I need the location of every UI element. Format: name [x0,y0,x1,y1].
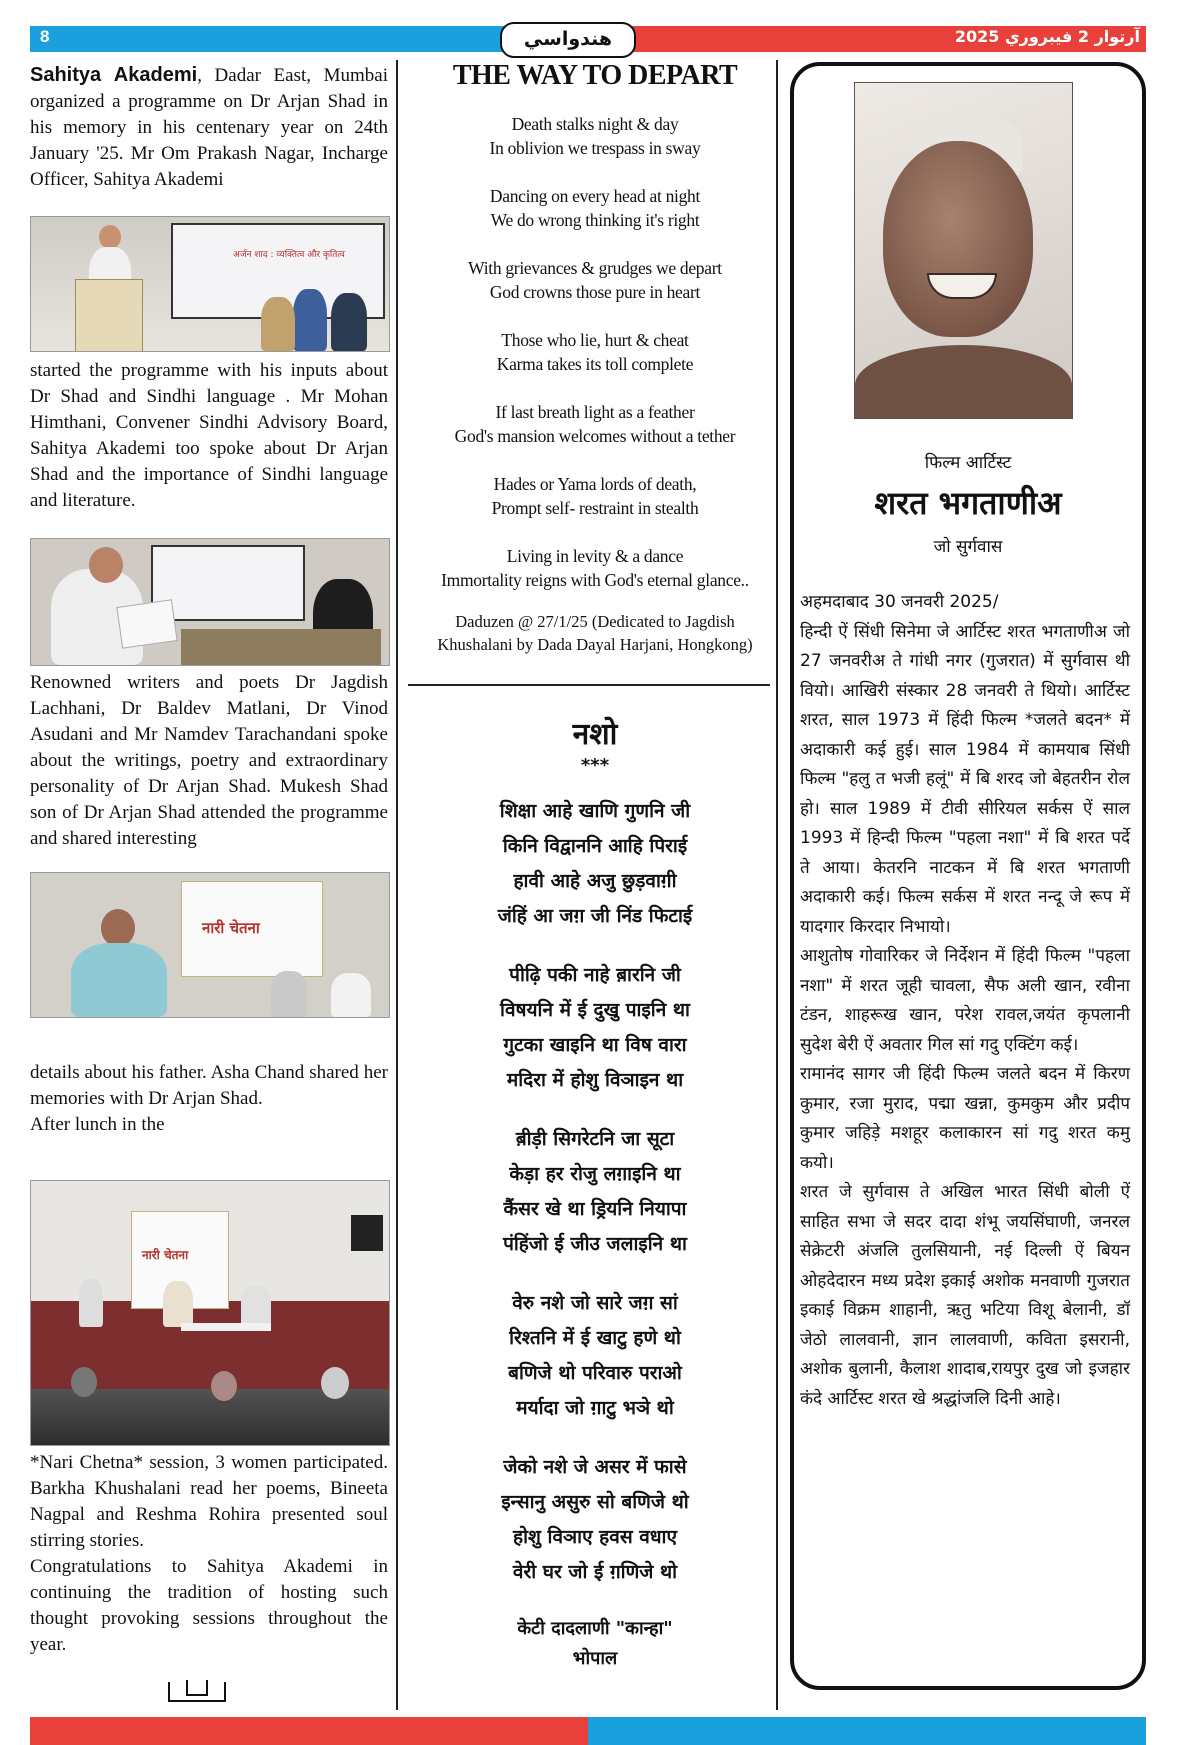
poem-stanza: With grievances & grudges we depart God crowns those pure in heart [468,258,722,302]
obituary-body [800,588,1130,1414]
left-article-cont-3 [30,1060,388,1138]
article-end-ornament [168,1682,226,1702]
hindi-poem [408,712,782,1674]
obituary-dateline: अहमदाबाद 30 जनवरी 2025/ [800,592,999,612]
obituary-para-2: आशुतोष गोवारिकर जे निर्देशन में हिंदी फिल्म "पहला नशा" में शरत जूही चावला, सैफ अली खान, रवीना टंडन, शाहरूख खान, परेश रावल,जयंत कृपलानी सुदेश बेरी ऐं अवतार गिल सां गदु एक्टिंग कई। [800,946,1130,1055]
poem-stanza: Dancing on every head at night We do wrong thinking it's right [489,186,701,230]
poem-stanza: Living in levity & a dance Immortality reigns with God's eternal glance.. [441,546,749,590]
poem-dedication: Daduzen @ 27/1/25 (Dedicated to Jagdish Khushalani by Dada Dayal Harjani, Hongkong) [437,612,753,654]
left-article-para-6: Congratulations to Sahitya Akademi in continuing the tradition of hosting such thought provoking sessions throughout the year. [30,1556,388,1655]
event-photo-2 [30,538,390,666]
org-name: Sahitya Akademi [30,64,198,86]
obituary-name: शरत भगताणीअ [874,484,1062,522]
left-article-para-1: Sahitya Akademi, Dadar East, Mumbai organized a programme on Dr Arjan Shad in his memory in his centenary year on 24th January '25. Mr Om Prakash Nagar, Incharge Officer, Sahitya Akademi [30,64,389,190]
event-photo-3 [30,872,390,1018]
english-poem [408,60,782,656]
obituary-portrait-photo [854,82,1073,419]
hindi-poem-stars: *** [580,755,610,776]
obituary-para-4: शरत जे सुर्गवास ते अखिल भारत सिंधी बोली ऐं साहित सभा जे सदर दादा शंभू जयसिंघाणी, जनरल सेक्रेटरी अंजलि तुलसियानी, नई दिल्ली ऐं बियन ओहदेदारन मध्य प्रदेश इकाई अशोक मनवाणी गुजरात इकाई विक्रम शाहानी, ऋतु भटिया विशू बेलानी, डॉ जेठो लालवानी, ज्ञान लालवाणी, कविता इसरानी, अशोक बुलानी, कैलाश शादाब,रायपुर दुख जो इजहार कंदे आर्टिस्ट शरत खे श्रद्धांजलि दिनी आहे। [800,1182,1130,1409]
poem-stanza: Hades or Yama lords of death, Prompt self- restraint in stealth [491,474,699,518]
footer-band-red [30,1717,588,1745]
poem-stanza: Death stalks night & day In oblivion we trespass in sway [489,114,701,158]
hindi-poem-stanza: शिक्षा आहे खाणि गुणनि जी किनि विद्वाननि आहि पिराई हावी आहे अजु छुड़वाग़ी जंहिं आ जग़ जी निंड फिटाई [497,800,693,927]
page-number: 8 [40,27,50,46]
left-article-cont-1 [30,358,388,514]
masthead-logo: هندواسي [500,22,636,58]
footer-band-blue [588,1717,1146,1745]
obituary-para-1: हिन्दी ऐं सिंधी सिनेमा जे आर्टिस्ट शरत भगताणीअ जो 27 जनवरीअ ते गांधी नगर (गुजरात) में सुर्गवास थी वियो। आखिरी संस्कार 28 जनवरी ते थियो। आर्टिस्ट शरत, साल 1973 में हिंदी फिल्म *जलते बदन* में अदाकारी कई हुई। साल 1984 में कामयाब सिंधी फिल्म "हलु त भजी हलूं" में बि शरद जो बेहतरीन रोल हो। साल 1989 में टीवी सीरियल सर्कस ऐं साल 1993 में हिन्दी फिल्म "पहला नशा" में बि शरत पर्दे ते आया। केतरनि नाटकन में बि शरत भगताणी अदाकारी कई। फिल्म सर्कस में शरत नन्दू जे रूप में यादगार किरदार निभायो। [800,621,1130,937]
event-banner-text: अर्जन शाद : व्यक्तित्व और कृतित्व [233,250,345,260]
left-article-para-2: started the programme with his inputs about Dr Shad and Sindhi language . Mr Mohan Himthani, Convener Sindhi Advisory Board, Sahitya Akademi too spoke about Dr Arjan Shad and the importance of Sindhi language and literature. [30,360,388,511]
issue-dateline: آرتوار 2 فيبروري 2025 [954,27,1140,46]
hindi-poem-title: नशो [572,717,618,752]
left-article-cont-4 [30,1450,388,1658]
poem-stanza: Those who lie, hurt & cheat Karma takes its toll complete [496,330,694,374]
left-article-para-4b: After lunch in the [30,1114,165,1135]
column-divider-right [776,60,778,1710]
nari-chetna-banner-text: नारी चेतना [202,919,260,937]
middle-column-divider [408,684,770,686]
left-article-para-5: *Nari Chetna* session, 3 women participated. Barkha Khushalani read her poems, Bineeta Nagpal and Reshma Rohira presented soul stirring stories. [30,1452,388,1551]
obituary-para-3: रामानंद सागर जी हिंदी फिल्म जलते बदन में किरण कुमार, रजा मुराद, पद्मा खन्ना, कुमकुम और प्रदीप कुमार जहिड़े मशहूर कलाकारन सां गदु शरत कमु कयो। [800,1064,1130,1173]
hindi-poem-stanza: जेको नशे जे असर में फासे इन्सानु असुरु सो बणिजे थो होशु विञाए हवस वधाए वेरी घर जो ई ग़णिजे थो [501,1456,689,1583]
obituary-caption-bottom: जो सुर्गवास [933,537,1003,557]
column-divider-left [396,60,398,1710]
footer-band [30,1717,1146,1745]
hindi-poem-author: केटी दादलाणी "कान्हा" [517,1618,673,1639]
header-band-blue [30,26,570,52]
left-article-para-4: details about his father. Asha Chand shared her memories with Dr Arjan Shad. [30,1062,388,1109]
obituary-caption-top: फिल्म आर्टिस्ट [924,453,1012,473]
event-photo-4 [30,1180,390,1446]
hindi-poem-stanza: पीढ़ि पकी नाहे ब़ारनि जी विषयनि में ई दुखु पाइनि था गुटका खाइनि था विष वारा मदिरा में होशु विञाइन था [500,964,690,1091]
left-article-cont-2 [30,670,388,852]
nari-chetna-banner-text-2: नारी चेतना [142,1248,189,1262]
event-photo-1 [30,216,390,352]
hindi-poem-stanza: वेरु नशे जो सारे जग़ सां रिश्तनि में ई खाटु हणे थो बणिजे थो परिवारु पराओ मर्यादा जो ग़ाटु भञे थो [508,1292,682,1419]
left-article [30,62,388,193]
poem-stanza: If last breath light as a feather God's mansion welcomes without a tether [454,402,736,446]
hindi-poem-stanza: ब़ीड़ी सिगरेटनि जा सूटा केड़ा हर रोजु लग़ाइनि था कैंसर खे था ड्रियनि नियापा पंहिंजो ई जीउ जलाइनि था [503,1128,687,1255]
left-article-para-3: Renowned writers and poets Dr Jagdish Lachhani, Dr Baldev Matlani, Dr Vinod Asudani and Mr Namdev Tarachandani spoke about the writings, poetry and extraordinary personality of Dr Arjan Shad. Mukesh Shad son of Dr Arjan Shad attended the programme and shared interesting [30,672,388,849]
english-poem-title: THE WAY TO DEPART [452,60,738,91]
hindi-poem-author-city: भोपाल [572,1648,618,1669]
